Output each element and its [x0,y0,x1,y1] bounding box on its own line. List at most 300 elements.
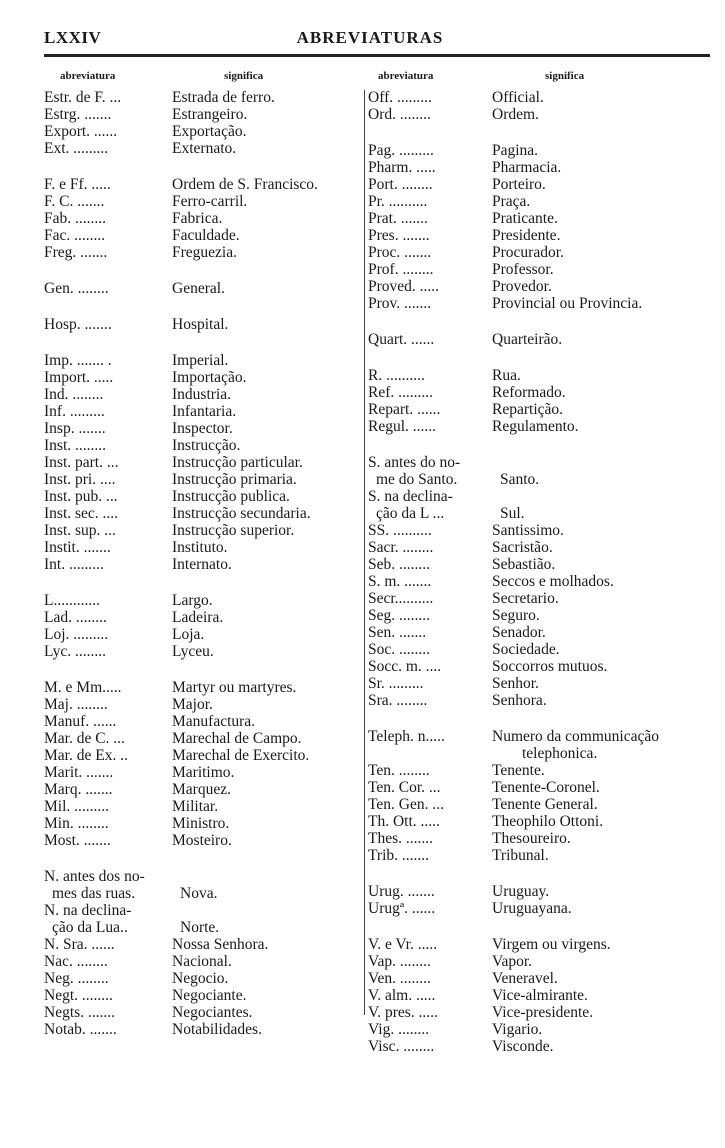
meaning: Quarteirão. [492,331,563,348]
abbreviation: Th. Ott. ..... [368,813,440,830]
abbreviation-entry [44,987,359,1004]
abbreviation: Loj. ......... [44,626,109,643]
abbreviation-entry [368,883,713,900]
abbreviation-entry [368,796,713,813]
abbreviation: Ten. Gen. ... [368,796,444,813]
abbreviation: SS. .......... [368,522,432,539]
abbreviation: Estrg. ....... [44,106,112,123]
abbreviation: Pharm. ..... [368,159,436,176]
abbreviation: Visc. ........ [368,1038,435,1055]
meaning: Ferro-carril. [172,193,248,210]
meaning: Vapor. [492,953,533,970]
abbreviation: S. na declina- [368,488,453,505]
abbreviation: Sr. ......... [368,675,424,692]
abbreviation: Inst. sup. ... [44,522,116,539]
left-meaning-header: significa [224,70,264,82]
meaning: Thesoureiro. [492,830,571,847]
meaning: Ordem de S. Francisco. [172,176,318,193]
meaning: Regulamento. [492,418,579,435]
abbreviation-entry [44,1021,359,1038]
abbreviation-entry [368,261,713,278]
abbreviation: Pag. ......... [368,142,434,159]
meaning: Hospital. [172,316,229,333]
abbreviation-entry [368,401,713,418]
abbreviation-group [44,868,359,1038]
abbreviation-entry [44,592,359,609]
abbreviation-entry [368,573,713,590]
abbreviation-entry [368,813,713,830]
abbreviation-group [368,142,713,312]
abbreviation-entry [44,885,359,902]
abbreviation-group [44,592,359,660]
abbreviation-entry [44,781,359,798]
abbreviation-entry [44,815,359,832]
meaning: Soccorros mutuos. [492,658,608,675]
abbreviation: Negts. ....... [44,1004,116,1021]
meaning: Porteiro. [492,176,546,193]
abbreviation: Pres. ....... [368,227,430,244]
abbreviation: Fac. ........ [44,227,106,244]
abbreviation: Mar. de Ex. .. [44,747,128,764]
abbreviation-entry [368,658,713,675]
abbreviation: Proved. ..... [368,278,440,295]
abbreviation: Seb. ........ [368,556,430,573]
abbreviation-entry [44,437,359,454]
meaning: Tribunal. [492,847,549,864]
meaning: Professor. [492,261,554,278]
meaning [492,454,713,471]
abbreviation-entry [44,1004,359,1021]
abbreviation-entry [368,692,713,709]
abbreviation: Inst. ........ [44,437,106,454]
abbreviation-entry [44,868,359,885]
abbreviation-group [44,316,359,333]
abbreviation: mes das ruas. [52,885,136,902]
abbreviation-entry [44,123,359,140]
meaning: Seccos e molhados. [492,573,614,590]
meaning: Virgem ou virgens. [492,936,611,953]
abbreviation: N. antes dos no- [44,868,145,885]
meaning: Manufactura. [172,713,256,730]
abbreviation: Inst. sec. .... [44,505,119,522]
meaning: Tenente. [492,762,545,779]
abbreviation-entry [368,779,713,796]
abbreviation-entry [44,919,359,936]
meaning: Industria. [172,386,231,403]
abbreviation-entry [44,505,359,522]
meaning: Seguro. [492,607,540,624]
abbreviation: Sra. ........ [368,692,428,709]
abbreviation: Thes. ....... [368,830,434,847]
abbreviation-entry [44,89,359,106]
abbreviation-group [44,89,359,157]
meaning: Marechal de Campo. [172,730,302,747]
abbreviation: Ten. Cor. ... [368,779,441,796]
abbreviation-entry [44,193,359,210]
abbreviation-entry [368,210,713,227]
meaning: Praça. [492,193,531,210]
page-title: ABREVIATURAS [296,28,444,47]
abbreviation: Freg. ....... [44,244,108,261]
abbreviation-group [368,454,713,709]
abbreviation-entry [44,696,359,713]
abbreviation: Port. ........ [368,176,433,193]
meaning: Infantaria. [172,403,237,420]
abbreviation-entry [44,352,359,369]
abbreviation: Marq. ....... [44,781,113,798]
abbreviation: Imp. ....... . [44,352,112,369]
meaning: Major. [172,696,213,713]
abbreviation: Teleph. n..... [368,728,445,745]
abbreviation: V. e Vr. ..... [368,936,438,953]
abbreviation-entry [368,539,713,556]
abbreviation-entry [368,936,713,953]
meaning: Maritimo. [172,764,235,781]
meaning: Uruguayana. [492,900,572,917]
meaning: Externato. [172,140,237,157]
abbreviation: Seg. ........ [368,607,430,624]
meaning: Procurador. [492,244,564,261]
abbreviation-entry [44,454,359,471]
meaning: Ministro. [172,815,230,832]
abbreviation-entry [368,847,713,864]
abbreviation: Estr. de F. ... [44,89,122,106]
meaning: Sociedade. [492,641,560,658]
abbreviation-entry [44,936,359,953]
abbreviation-entry [44,747,359,764]
right-meaning-header: significa [545,70,585,82]
abbreviation-entry [368,89,713,106]
abbreviation-entry [44,832,359,849]
meaning: telephonica. [522,745,598,762]
abbreviation-group [44,679,359,849]
meaning: Santo. [500,471,540,488]
meaning: Fabrica. [172,210,223,227]
abbreviation-entry [44,210,359,227]
header-rule [44,54,710,57]
column-divider [364,90,365,1015]
abbreviation: Trib. ....... [368,847,430,864]
meaning: Loja. [172,626,205,643]
abbreviation-entry [44,106,359,123]
left-column [44,89,359,1057]
abbreviation-entry [44,471,359,488]
abbreviation: Manuf. ...... [44,713,117,730]
abbreviation: Ext. ......... [44,140,109,157]
abbreviation-entry [368,488,713,505]
page-number: LXXIV [44,28,102,47]
abbreviation: Vap. ........ [368,953,431,970]
meaning: Nossa Senhora. [172,936,269,953]
abbreviation-entry [368,624,713,641]
abbreviation: S. m. ....... [368,573,432,590]
meaning: Marechal de Exercito. [172,747,310,764]
meaning: Rua. [492,367,521,384]
abbreviation-entry [44,244,359,261]
right-abbr-header: abreviatura [378,70,434,82]
meaning: Theophilo Ottoni. [492,813,604,830]
abbreviation: F. e Ff. ..... [44,176,111,193]
abbreviation-entry [368,367,713,384]
abbreviation: Socc. m. .... [368,658,442,675]
abbreviation-group [368,883,713,917]
abbreviation: Soc. ........ [368,641,430,658]
abbreviation: Prof. ........ [368,261,434,278]
abbreviation: Prov. ....... [368,295,432,312]
meaning: Repartição. [492,401,564,418]
abbreviation-entry [44,140,359,157]
abbreviation-entry [44,227,359,244]
abbreviation-entry [44,713,359,730]
abbreviation-entry [44,798,359,815]
meaning: Sebastião. [492,556,556,573]
abbreviation: Gen. ........ [44,280,109,297]
abbreviation: Lad. ........ [44,609,107,626]
abbreviation-entry [368,505,713,522]
meaning: Mosteiro. [172,832,232,849]
abbreviation-group [368,89,713,123]
abbreviation: R. .......... [368,367,425,384]
abbreviation: Off. ......... [368,89,432,106]
meaning: Largo. [172,592,213,609]
abbreviation-entry [368,278,713,295]
meaning [172,902,359,919]
abbreviation-entry [44,902,359,919]
abbreviation: Marit. ....... [44,764,114,781]
abbreviation: M. e Mm..... [44,679,122,696]
abbreviation: L............ [44,592,100,609]
abbreviation-entry [44,176,359,193]
abbreviation: Sacr. ........ [368,539,434,556]
meaning: Presidente. [492,227,561,244]
abbreviation: Export. ...... [44,123,118,140]
meaning: Negociante. [172,987,247,1004]
abbreviation: Repart. ...... [368,401,441,418]
meaning: Senador. [492,624,546,641]
meaning: Estrangeiro. [172,106,248,123]
meaning: Official. [492,89,544,106]
meaning: Vice-presidente. [492,1004,594,1021]
abbreviation-entry [368,675,713,692]
abbreviation: Ref. ......... [368,384,434,401]
abbreviation-entry [368,418,713,435]
abbreviation-entry [368,193,713,210]
meaning: Estrada de ferro. [172,89,275,106]
abbreviation-entry [44,386,359,403]
meaning: Sul. [500,505,525,522]
abbreviation-entry [368,590,713,607]
abbreviation-entry [44,609,359,626]
abbreviation-group [368,367,713,435]
meaning: Reformado. [492,384,566,401]
abbreviation: ção da Lua.. [52,919,128,936]
abbreviation: Inf. ......... [44,403,105,420]
abbreviation: Sen. ....... [368,624,427,641]
abbreviation: Ord. ........ [368,106,431,123]
meaning [492,488,713,505]
meaning: Pagina. [492,142,539,159]
abbreviation: Inst. pri. .... [44,471,116,488]
meaning: Militar. [172,798,219,815]
meaning: Marquez. [172,781,231,798]
abbreviation: V. alm. ..... [368,987,436,1004]
meaning: Senhora. [492,692,547,709]
abbreviation: V. pres. ..... [368,1004,438,1021]
abbreviation: N. Sra. ...... [44,936,115,953]
abbreviation-entry [368,641,713,658]
abbreviation-entry [368,728,713,745]
abbreviation: Ind. ........ [44,386,104,403]
abbreviation: F. C. ....... [44,193,105,210]
meaning: Tenente-Coronel. [492,779,600,796]
abbreviation-group [44,280,359,297]
meaning: Notabilidades. [172,1021,262,1038]
abbreviation: Import. ..... [44,369,114,386]
abbreviation-entry [368,295,713,312]
meaning: Internato. [172,556,232,573]
meaning: Norte. [180,919,220,936]
abbreviation-entry [368,1021,713,1038]
meaning: Vigario. [492,1021,543,1038]
meaning: Instrucção publica. [172,488,290,505]
abbreviation-group [368,936,713,1055]
abbreviation: Instit. ....... [44,539,111,556]
meaning: Instrucção superior. [172,522,295,539]
meaning: Ordem. [492,106,539,123]
abbreviation-entry [44,730,359,747]
abbreviation: S. antes do no- [368,454,461,471]
abbreviation: me do Santo. [376,471,458,488]
meaning: Martyr ou martyres. [172,679,297,696]
abbreviation-entry [44,679,359,696]
meaning: Nova. [180,885,218,902]
meaning: Lyceu. [172,643,214,660]
meaning: Imperial. [172,352,229,369]
abbreviation-group [368,728,713,864]
meaning: Inspector. [172,420,233,437]
meaning: Tenente General. [492,796,598,813]
abbreviation-entry [368,159,713,176]
abbreviation: Most. ....... [44,832,111,849]
abbreviation: Maj. ........ [44,696,108,713]
abbreviation: Fab. ........ [44,210,106,227]
abbreviation-entry [368,607,713,624]
meaning: Numero da communicação [492,728,659,745]
abbreviation-entry [368,762,713,779]
abbreviation [368,745,492,762]
abbreviation: Inst. part. ... [44,454,119,471]
meaning: Senhor. [492,675,539,692]
abbreviation: Inst. pub. ... [44,488,118,505]
meaning: Provedor. [492,278,552,295]
abbreviation-entry [368,953,713,970]
abbreviation: Neg. ........ [44,970,109,987]
abbreviation-entry [368,142,713,159]
meaning: Negocio. [172,970,229,987]
abbreviation-entry [44,488,359,505]
abbreviation-entry [44,539,359,556]
meaning [172,868,359,885]
abbreviation-entry [368,454,713,471]
abbreviation: Vig. ........ [368,1021,430,1038]
abbreviation-entry [368,244,713,261]
abbreviation: Notab. ....... [44,1021,117,1038]
meaning: Provincial ou Provincia. [492,295,643,312]
meaning: Instrucção primaria. [172,471,297,488]
abbreviation-entry [368,1004,713,1021]
meaning: Importação. [172,369,247,386]
abbreviation-entry [368,522,713,539]
abbreviation: Quart. ...... [368,331,435,348]
abbreviation: Urugª. ...... [368,900,436,917]
left-abbr-header: abreviatura [60,70,116,82]
abbreviation: Int. ......... [44,556,104,573]
abbreviation-entry [368,987,713,1004]
abbreviation-entry [44,403,359,420]
meaning: Instrucção secundaria. [172,505,311,522]
abbreviation-entry [44,643,359,660]
meaning: General. [172,280,225,297]
abbreviation-entry [44,420,359,437]
abbreviation-entry [368,830,713,847]
abbreviation: N. na declina- [44,902,132,919]
abbreviation-entry [368,1038,713,1055]
abbreviation: Mar. de C. ... [44,730,125,747]
abbreviation: Secr.......... [368,590,434,607]
abbreviation-entry [44,369,359,386]
abbreviation: ção da L ... [376,505,445,522]
abbreviation-entry [44,970,359,987]
abbreviation-entry [368,384,713,401]
abbreviation-entry [44,764,359,781]
abbreviation-entry [368,900,713,917]
meaning: Instrucção particular. [172,454,303,471]
meaning: Ladeira. [172,609,224,626]
meaning: Negociantes. [172,1004,253,1021]
abbreviation-entry [368,106,713,123]
meaning: Uruguay. [492,883,550,900]
abbreviation-group [368,331,713,348]
abbreviation-entry [368,331,713,348]
abbreviation: Insp. ....... [44,420,106,437]
abbreviation: Regul. ...... [368,418,437,435]
abbreviation: Hosp. ....... [44,316,112,333]
meaning: Instrucção. [172,437,241,454]
abbreviation: Prat. ....... [368,210,428,227]
meaning: Praticante. [492,210,558,227]
meaning: Freguezia. [172,244,237,261]
abbreviation-entry [44,556,359,573]
meaning: Nacional. [172,953,232,970]
abbreviation-entry [368,471,713,488]
abbreviation-entry [44,280,359,297]
meaning: Secretario. [492,590,559,607]
abbreviation: Lyc. ........ [44,643,106,660]
abbreviation-group [44,352,359,573]
abbreviation-entry [44,522,359,539]
right-column [368,89,713,1074]
meaning: Visconde. [492,1038,554,1055]
abbreviation: Negt. ........ [44,987,113,1004]
abbreviation-group [44,176,359,261]
meaning: Veneravel. [492,970,558,987]
abbreviation: Ten. ........ [368,762,430,779]
abbreviation: Nac. ........ [44,953,108,970]
abbreviation: Ven. ........ [368,970,431,987]
abbreviation-entry [368,970,713,987]
abbreviation-entry [44,316,359,333]
abbreviation: Urug. ....... [368,883,435,900]
